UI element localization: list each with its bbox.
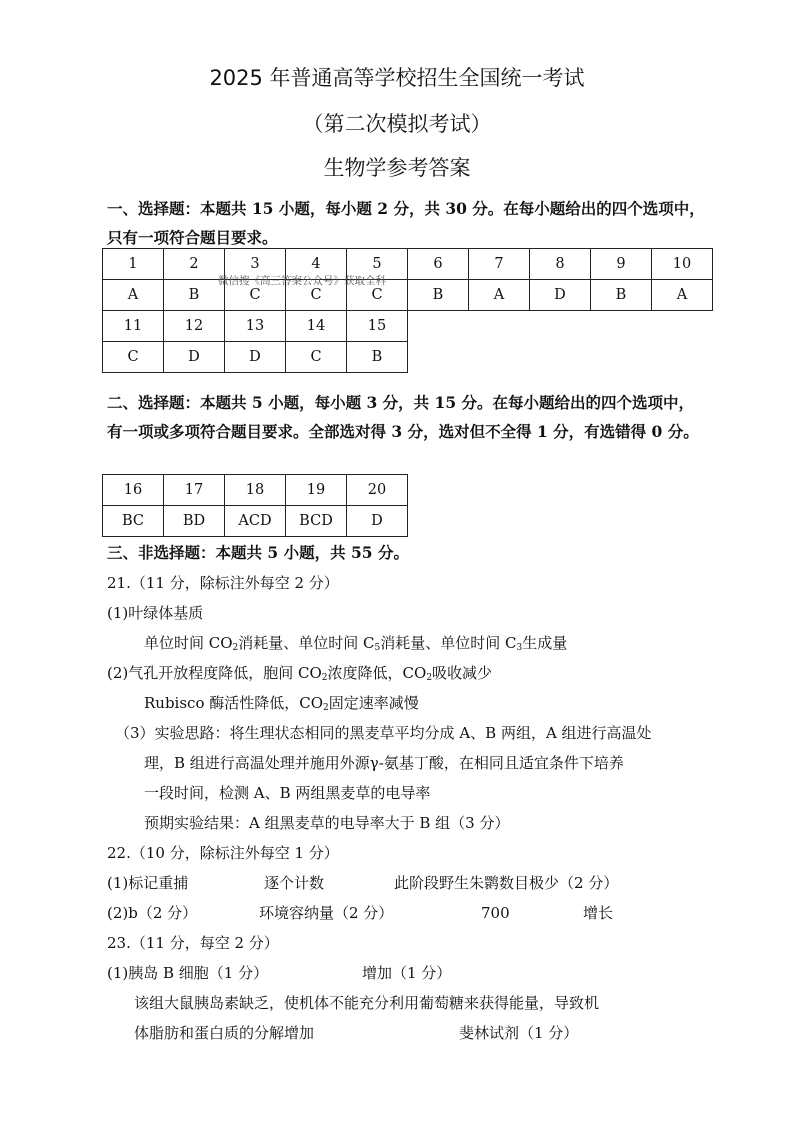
q21-expected-result: 预期实验结果：A 组黑麦草的电导率大于 B 组（3 分） <box>144 814 510 832</box>
q21-answer-3-line2: 理，B 组进行高温处理并施用外源γ-氨基丁酸，在相同且适宜条件下培养 <box>144 754 624 772</box>
watermark-text: 微信搜《高三答案公众号》获取全科 <box>218 275 386 287</box>
answer-cell: C <box>347 280 408 311</box>
answer-cell: A <box>469 280 530 311</box>
section2-heading: 二、选择题：本题共 5 小题，每小题 3 分，共 15 分。在每小题给出的四个选项中，有一项或多项符合题目要求。全部选对得 3 分，选对但不全得 1 分，有选错得 0 分。 <box>107 393 699 441</box>
q22-answer-2c: 700 <box>481 904 510 922</box>
question-number-cell: 20 <box>347 475 408 506</box>
answer-cell: B <box>408 280 469 311</box>
answer-cell: A <box>652 280 713 311</box>
answer-cell: C <box>286 342 347 373</box>
question-number-cell: 4 <box>286 249 347 280</box>
answer-cell: B <box>591 280 652 311</box>
q21-answer-1b: 单位时间 $CO_2$消耗量、单位时间 $C_5$消耗量、单位时间 $C_3$生成量 <box>144 634 568 653</box>
q21-answer-3-line3: 一段时间，检测 A、B 两组黑麦草的电导率 <box>144 784 431 802</box>
question-number-cell: 9 <box>591 249 652 280</box>
question-number-cell: 11 <box>103 311 164 342</box>
q22-answer-2a: (2)b（2 分） <box>107 904 198 922</box>
section1-answer-table <box>102 248 713 373</box>
section1-heading: 一、选择题：本题共 15 小题，每小题 2 分，共 30 分。在每小题给出的四个选项中，只有一项符合题目要求。 <box>107 199 705 247</box>
question-number-cell: 8 <box>530 249 591 280</box>
q23-answer-1b: 增加（1 分） <box>362 964 452 982</box>
question-number-cell: 5 <box>347 249 408 280</box>
answer-cell: C <box>103 342 164 373</box>
question-number-cell: 15 <box>347 311 408 342</box>
answer-cell: ACD <box>225 506 286 537</box>
q22-answer-1b: 逐个计数 <box>264 874 325 892</box>
q21-heading: 21.（11 分，除标注外每空 2 分） <box>107 574 339 592</box>
exam-title: 2025 年普通高等学校招生全国统一考试 <box>209 66 585 90</box>
answer-cell: B <box>347 342 408 373</box>
q22-answer-1a: (1)标记重捕 <box>107 874 189 892</box>
question-number-cell: 2 <box>164 249 225 280</box>
section2-answer-table <box>102 474 408 537</box>
question-number-cell: 17 <box>164 475 225 506</box>
q22-heading: 22.（10 分，除标注外每空 1 分） <box>107 844 339 862</box>
question-number-cell: 16 <box>103 475 164 506</box>
question-number-cell: 14 <box>286 311 347 342</box>
q23-answer-1-line3: 体脂肪和蛋白质的分解增加 <box>134 1024 315 1042</box>
answer-cell: C <box>225 280 286 311</box>
q21-answer-1: (1)叶绿体基质 <box>107 604 204 622</box>
q23-answer-1-reagent: 斐林试剂（1 分） <box>459 1024 579 1042</box>
answer-cell: A <box>103 280 164 311</box>
question-number-cell: 12 <box>164 311 225 342</box>
exam-subtitle: （第二次模拟考试） <box>302 112 492 136</box>
q23-heading: 23.（11 分，每空 2 分） <box>107 934 279 952</box>
q21-answer-2b: Rubisco 酶活性降低，$CO_2$固定速率减慢 <box>144 694 419 713</box>
question-number-cell: 3 <box>225 249 286 280</box>
question-number-cell: 19 <box>286 475 347 506</box>
q23-answer-1a: (1)胰岛 B 细胞（1 分） <box>107 964 269 982</box>
q21-answer-2: (2)气孔开放程度降低，胞间 $CO_2$浓度降低，$CO_2$吸收减少 <box>107 664 493 683</box>
section3-heading: 三、非选择题：本题共 5 小题，共 55 分。 <box>107 543 409 562</box>
answer-cell: D <box>530 280 591 311</box>
question-number-cell: 18 <box>225 475 286 506</box>
question-number-cell: 13 <box>225 311 286 342</box>
question-number-cell: 6 <box>408 249 469 280</box>
answer-cell: BCD <box>286 506 347 537</box>
q21-answer-3-line1: （3）实验思路：将生理状态相同的黑麦草平均分成 A、B 两组，A 组进行高温处 <box>115 724 652 742</box>
answer-cell: D <box>347 506 408 537</box>
answer-cell: BD <box>164 506 225 537</box>
question-number-cell: 7 <box>469 249 530 280</box>
q23-answer-1-line2: 该组大鼠胰岛素缺乏，使机体不能充分利用葡萄糖来获得能量，导致机 <box>134 994 600 1012</box>
answer-cell: D <box>225 342 286 373</box>
answer-key-title: 生物学参考答案 <box>323 156 471 180</box>
answer-cell: B <box>164 280 225 311</box>
answer-cell: BC <box>103 506 164 537</box>
question-number-cell: 1 <box>103 249 164 280</box>
q22-answer-1c: 此阶段野生朱鹮数目极少（2 分） <box>394 874 619 892</box>
question-number-cell: 10 <box>652 249 713 280</box>
answer-cell: C <box>286 280 347 311</box>
q22-answer-2b: 环境容纳量（2 分） <box>259 904 394 922</box>
q22-answer-2d: 增长 <box>583 904 614 922</box>
answer-cell: D <box>164 342 225 373</box>
